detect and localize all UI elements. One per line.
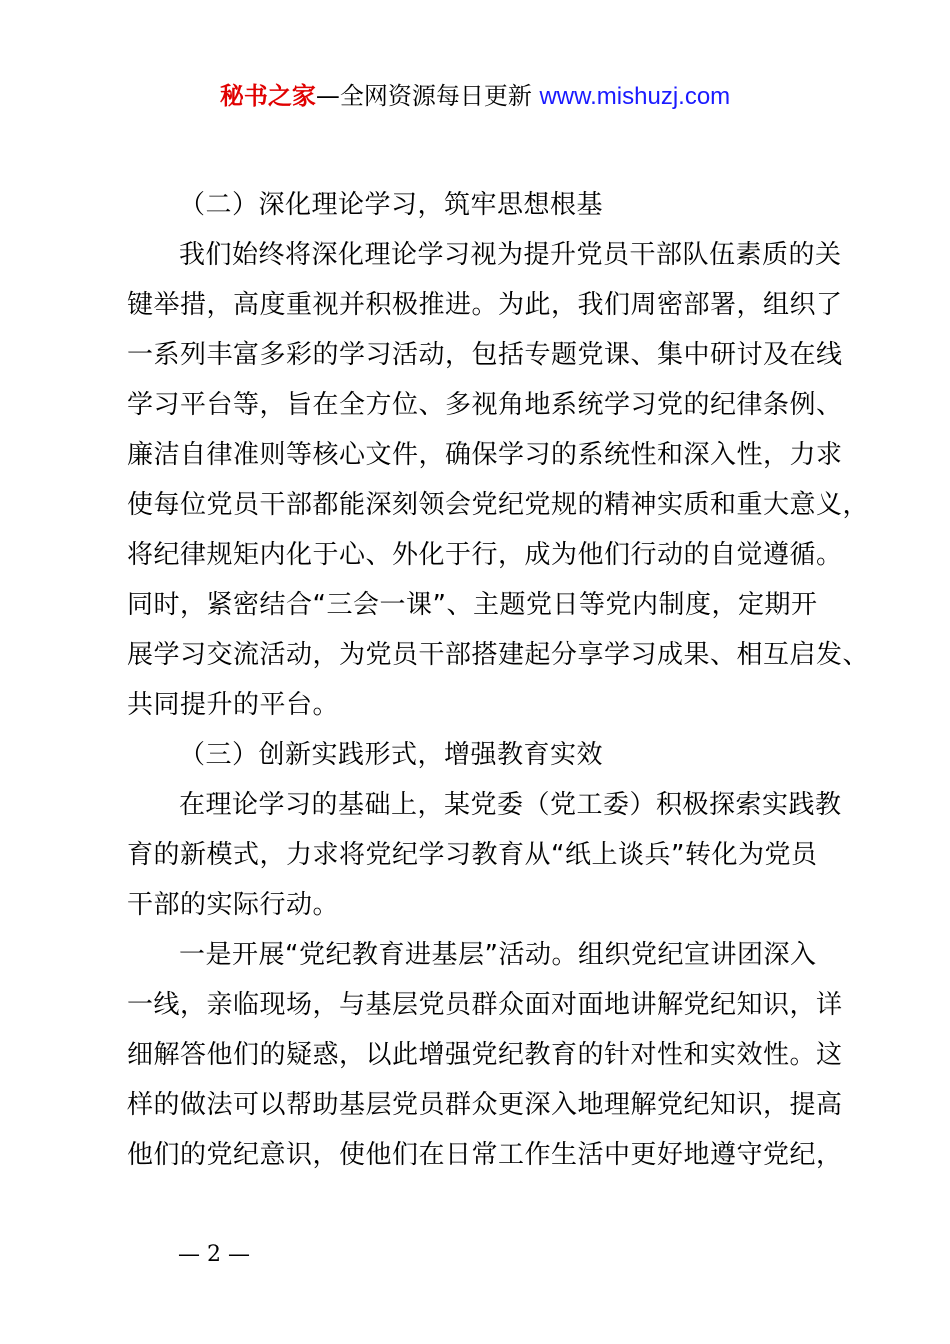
paragraph-line: 同时，紧密结合“三会一课”、主题党日等党内制度，定期开 <box>127 590 818 620</box>
paragraph-line: 使每位党员干部都能深刻领会党纪党规的精神实质和重大意义， <box>127 490 870 520</box>
paragraph-line: 一是开展“党纪教育进基层”活动。组织党纪宣讲团深入 <box>179 940 817 970</box>
paragraph-line: 展学习交流活动，为党员干部搭建起分享学习成果、相互启发、 <box>127 640 870 670</box>
paragraph-line: 育的新模式，力求将党纪学习教育从“纸上谈兵”转化为党员 <box>127 840 818 870</box>
paragraph-line: 将纪律规矩内化于心、外化于行，成为他们行动的自觉遵循。 <box>127 540 843 570</box>
paragraph-line: 在理论学习的基础上，某党委（党工委）积极探索实践教 <box>179 790 842 820</box>
paragraph-line: 他们的党纪意识，使他们在日常工作生活中更好地遵守党纪， <box>127 1140 843 1170</box>
paragraph-line: 样的做法可以帮助基层党员群众更深入地理解党纪知识，提高 <box>127 1090 843 1120</box>
paragraph-line: 我们始终将深化理论学习视为提升党员干部队伍素质的关 <box>179 240 842 270</box>
paragraph-line: 一系列丰富多彩的学习活动，包括专题党课、集中研讨及在线 <box>127 340 843 370</box>
site-tagline: —全网资源每日更新 <box>315 82 532 110</box>
section-heading: （二）深化理论学习，筑牢思想根基 <box>179 190 604 220</box>
document-body <box>127 180 870 1180</box>
page-number: — 2 — <box>178 1242 250 1267</box>
paragraph-line: 廉洁自律准则等核心文件，确保学习的系统性和深入性，力求 <box>127 440 843 470</box>
paragraph-line: 共同提升的平台。 <box>127 690 340 720</box>
paragraph-line: 学习平台等，旨在全方位、多视角地系统学习党的纪律条例、 <box>127 390 843 420</box>
paragraph-line: 键举措，高度重视并积极推进。为此，我们周密部署，组织了 <box>127 290 843 320</box>
section-heading: （三）创新实践形式，增强教育实效 <box>179 740 604 770</box>
site-header <box>0 80 950 113</box>
site-brand: 秘书之家 <box>219 82 316 110</box>
paragraph-line: 干部的实际行动。 <box>127 890 340 920</box>
site-url-link[interactable]: www.mishuzj.com <box>539 83 731 110</box>
paragraph-line: 细解答他们的疑惑，以此增强党纪教育的针对性和实效性。这 <box>127 1040 843 1070</box>
paragraph-line: 一线，亲临现场，与基层党员群众面对面地讲解党纪知识，详 <box>127 990 843 1020</box>
